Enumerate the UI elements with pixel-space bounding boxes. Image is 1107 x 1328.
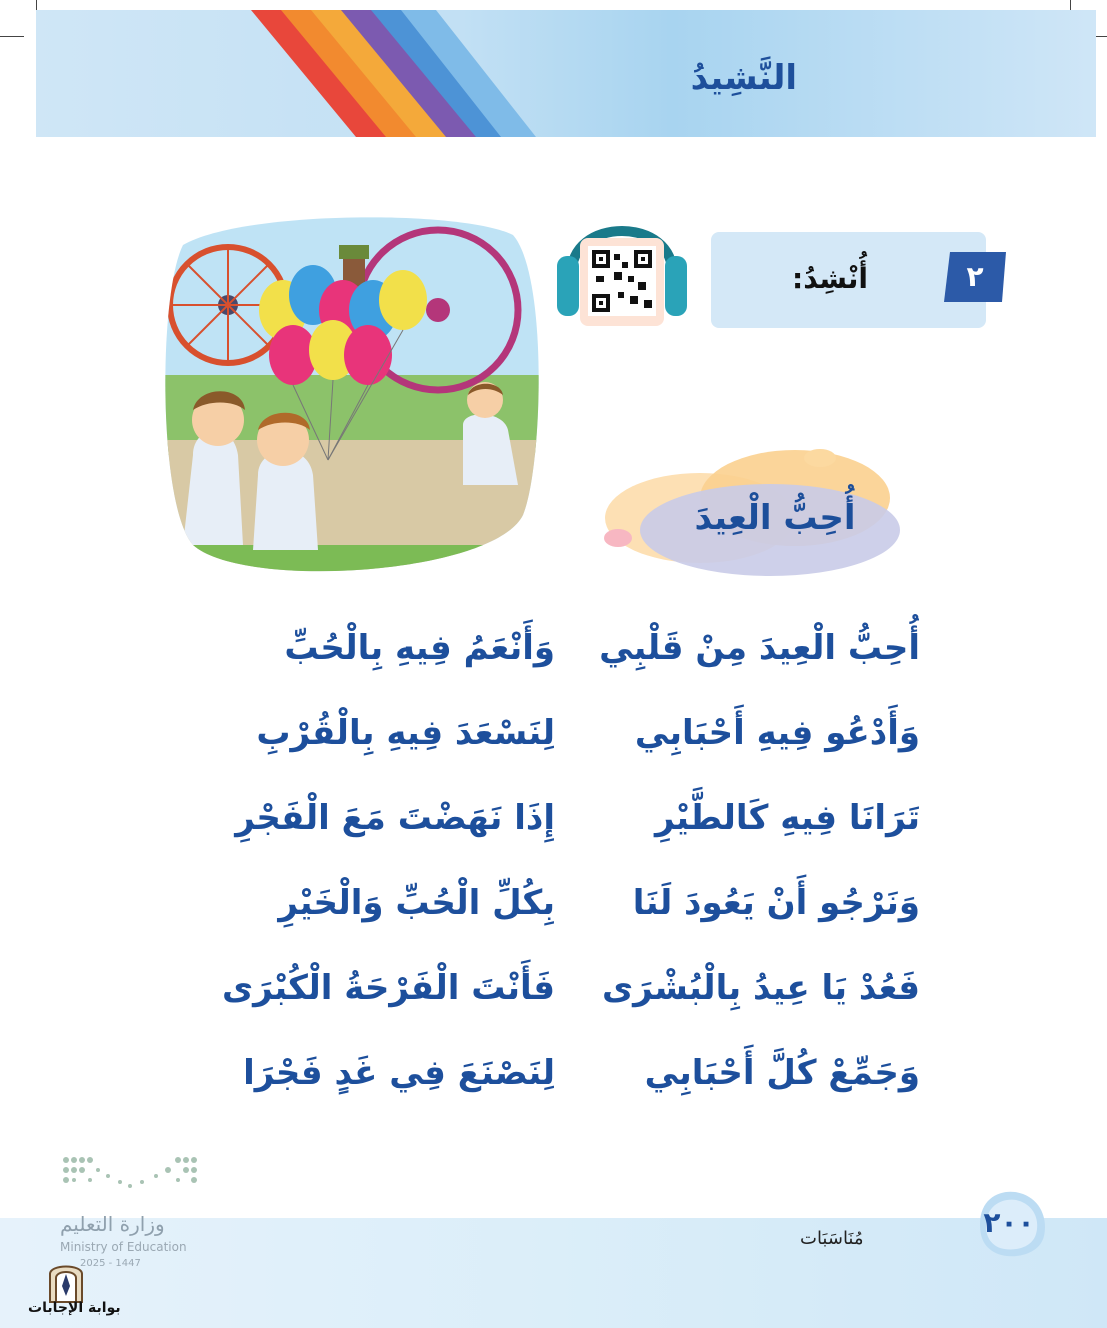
unit-label: مُنَاسَبَات	[800, 1228, 864, 1249]
footer-band	[0, 1218, 1107, 1328]
verse-first-half: وَأَدْعُو فِيهِ أَحْبَابِي	[634, 713, 920, 753]
ministry-year: 2025 - 1447	[80, 1258, 141, 1269]
instruction-text: أُنْشِدُ:	[792, 262, 868, 295]
verse-second-half: إِذَا نَهَضْتَ مَعَ الْفَجْرِ	[235, 798, 555, 838]
header-band	[36, 10, 1096, 137]
crop-mark	[0, 36, 24, 37]
header-stripes	[36, 10, 1096, 137]
ministry-name-ar: وزارة التعليم	[60, 1212, 165, 1236]
ministry-name-en: Ministry of Education	[60, 1240, 187, 1254]
poem-title: أُحِبُّ الْعِيدَ	[694, 498, 856, 538]
verse-row	[240, 1053, 940, 1113]
audio-qr-icon[interactable]	[552, 196, 692, 331]
verse-second-half: فَأَنْتَ الْفَرْحَةُ الْكُبْرَى	[221, 968, 555, 1008]
eid-fair-illustration	[163, 215, 543, 585]
ministry-logo-dots	[60, 1152, 200, 1202]
verse-second-half: بِكُلِّ الْحُبِّ وَالْخَيْرِ	[278, 883, 555, 923]
step-number: ٢	[966, 260, 984, 293]
verse-second-half: لِنَسْعَدَ فِيهِ بِالْقُرْبِ	[256, 713, 555, 753]
verse-row	[240, 713, 940, 773]
verse-first-half: وَجَمِّعْ كُلَّ أَحْبَابِي	[644, 1053, 920, 1093]
page-number: ٢٠٠	[983, 1206, 1035, 1239]
verse-second-half: وَأَنْعَمُ فِيهِ بِالْحُبِّ	[284, 628, 555, 668]
page-title: النَّشِيدُ	[690, 58, 797, 98]
verse-first-half: فَعُدْ يَا عِيدُ بِالْبُشْرَى	[602, 968, 920, 1008]
verse-row	[235, 798, 940, 858]
verse-second-half: لِنَصْنَعَ فِي غَدٍ فَجْرَا	[243, 1053, 555, 1093]
answers-portal-label: بوابة الإجابات	[28, 1300, 121, 1316]
verse-row	[240, 628, 940, 688]
verse-row	[240, 883, 940, 943]
verse-first-half: تَرَانَا فِيهِ كَالطَّيْرِ	[655, 798, 920, 838]
answers-portal-logo-icon	[42, 1256, 90, 1304]
verse-row	[221, 968, 940, 1028]
verse-first-half: أُحِبُّ الْعِيدَ مِنْ قَلْبِي	[599, 628, 920, 668]
verse-first-half: وَنَرْجُو أَنْ يَعُودَ لَنَا	[632, 883, 920, 923]
